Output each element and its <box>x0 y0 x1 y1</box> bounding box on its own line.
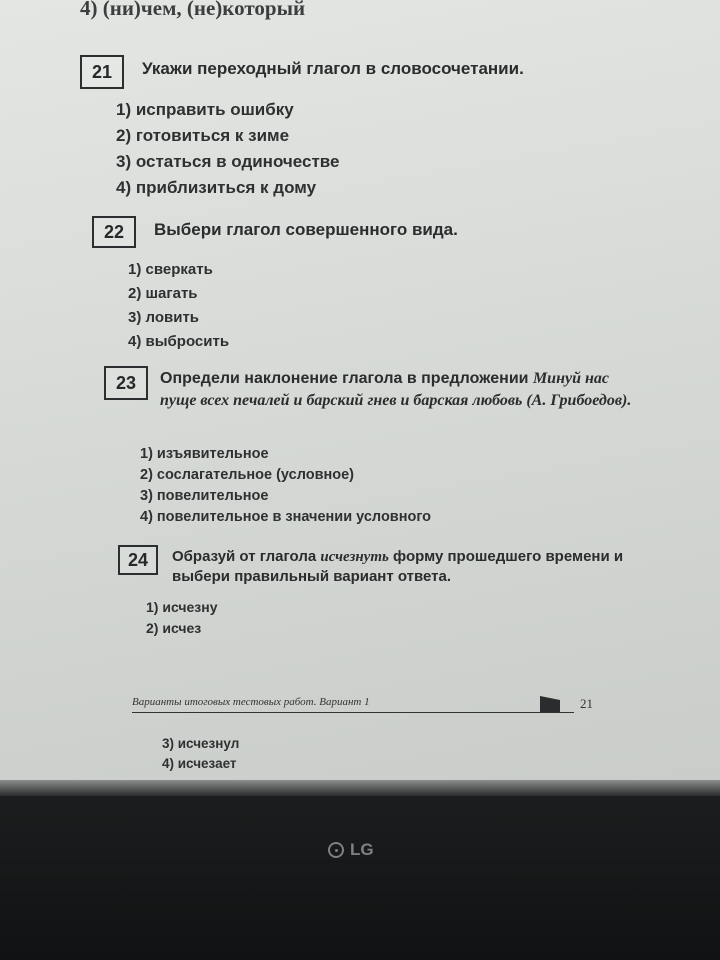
monitor-bezel <box>0 796 720 960</box>
task-number: 23 <box>104 366 148 400</box>
task-number: 24 <box>118 545 158 575</box>
monitor-bezel-edge <box>0 780 720 796</box>
previous-option-cut: 4) (ни)чем, (не)который <box>80 0 306 20</box>
answer-option: 3) повелительное <box>140 488 269 504</box>
task-question: Выбери глагол совершенного вида. <box>154 220 458 239</box>
page-number: 21 <box>580 696 593 711</box>
answer-option: 1) изъявительное <box>140 446 269 462</box>
quoted-sentence: Минуй нас пуще всех печалей и барский гнев и барская любовь <box>160 370 609 409</box>
task-number: 21 <box>80 55 124 89</box>
question-text: Определи наклонение глагола в предложении <box>160 370 533 387</box>
task-number: 22 <box>92 216 136 248</box>
answer-option: 3) остаться в одиночестве <box>116 152 340 171</box>
answer-option: 4) повелительное в значении условного <box>140 509 432 525</box>
answer-option: 1) исчезну <box>146 599 218 615</box>
answer-option: 1) сверкать <box>128 261 213 278</box>
logo-text: LG <box>350 840 374 859</box>
answer-option: 1) исправить ошибку <box>116 100 294 119</box>
task-question: Укажи переходный глагол в словосочетании. <box>142 59 524 78</box>
lg-logo-icon <box>328 842 344 858</box>
question-text: Образуй от глагола <box>172 548 321 565</box>
answer-options <box>146 597 217 639</box>
answer-options <box>162 734 239 774</box>
author-citation: (А. Грибоедов). <box>522 392 632 409</box>
answer-option: 3) исчезнул <box>162 736 240 751</box>
footer-title: Варианты итоговых тестовых работ. Вариант 1 <box>132 696 370 708</box>
answer-option: 4) приблизиться к дому <box>116 178 317 197</box>
target-verb: исчезнуть <box>320 549 389 565</box>
answer-options <box>128 258 229 354</box>
answer-option: 3) ловить <box>128 309 200 326</box>
answer-option: 4) исчезает <box>162 756 237 771</box>
answer-options <box>116 97 339 201</box>
answer-option: 2) шагать <box>128 285 198 302</box>
answer-option: 2) сослагательное (условное) <box>140 467 354 483</box>
answer-options <box>140 444 431 528</box>
page-corner-icon <box>540 696 560 712</box>
answer-option: 4) выбросить <box>128 333 230 350</box>
answer-option: 2) готовиться к зиме <box>116 126 290 145</box>
question-text-end: форму прошедшего времени и выбери правильный вариант ответа. <box>172 548 624 585</box>
answer-option: 2) исчез <box>146 620 202 636</box>
monitor-logo <box>328 840 374 860</box>
task-question <box>172 547 632 587</box>
footer-divider <box>132 712 574 713</box>
task-question <box>160 368 640 412</box>
